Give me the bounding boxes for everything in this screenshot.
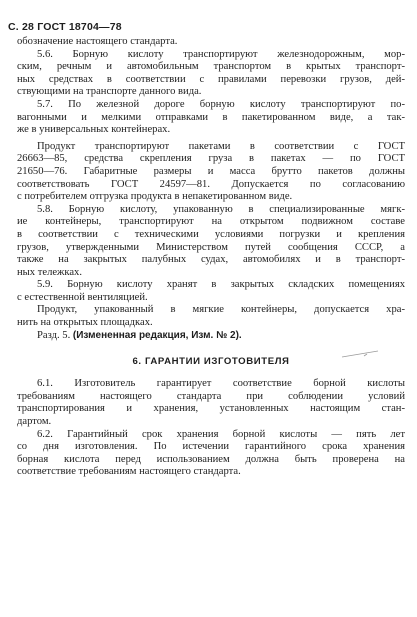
revision-note-text: (Измененная редакция, Изм. № 2).: [72, 329, 242, 341]
revision-note-prefix: Разд. 5.: [37, 329, 71, 341]
paragraph-line: вагонными и мелкими отправками в пакетированном виде, а так-: [17, 111, 405, 123]
paragraph-line: Продукт, упакованный в мягкие контейнеры, допускается хра-: [37, 304, 405, 316]
paragraph-line: соответствовать ГОСТ 24597—81. Допускается по согласованию: [17, 178, 405, 190]
paragraph-line: в соответствии с техническими условиями погрузки и крепления: [17, 228, 405, 240]
section-title: 6. ГАРАНТИИ ИЗГОТОВИТЕЛЯ: [132, 356, 290, 368]
paragraph-line: 5.8. Борную кислоту, упакованную в специализированные мягк-: [37, 203, 405, 215]
paragraph-line: обозначение настоящего стандарта.: [17, 36, 178, 47]
paragraph-line: требованиям настоящего стандарта при соблюдении условий: [17, 390, 405, 402]
paragraph-line: 21650—76. Габаритные размеры и масса брутто пакетов должны: [17, 165, 405, 177]
page-header: С. 28 ГОСТ 18704—78: [8, 21, 122, 33]
paragraph-line: ским, речным и автомобильным транспортом в крытых транспорт-: [17, 61, 405, 73]
paragraph-line: дартом.: [17, 416, 52, 428]
paragraph-line: 5.6. Борную кислоту транспортируют железнодорожным, мор-: [37, 48, 405, 60]
paragraph-line: Продукт транспортируют пакетами в соответствии с ГОСТ: [37, 140, 405, 152]
handwritten-mark: [340, 350, 380, 360]
paragraph-line: 5.7. По железной дороге борную кислоту транспортируют по-: [37, 98, 405, 110]
paragraph-line: ие контейнеры, транспортируют на открытом подвижном составе: [17, 216, 405, 228]
revision-note: [17, 330, 405, 343]
paragraph-line: 6.1. Изготовитель гарантирует соответствие борной кислоты: [37, 378, 405, 390]
paragraph-line: же в универсальных контейнерах.: [17, 124, 171, 136]
paragraph-line: с потребителем отгрузка продукта в непакетированном виде.: [17, 191, 293, 203]
paragraph-line: борная кислота перед использованием должна быть проверена на: [17, 453, 405, 465]
paragraph-line: 5.9. Борную кислоту хранят в закрытых складских помещениях: [37, 279, 405, 291]
paragraph-line: ных средствах в соответствии с правилами перевозки грузов, дей-: [17, 73, 405, 85]
paragraph-line: нить на открытых площадках.: [17, 317, 153, 329]
paragraph-line: грузов, утвержденными Министерством путей сообщения СССР, а: [17, 241, 405, 253]
paragraph-line: ных тележках.: [17, 266, 83, 278]
paragraph-line: также на закрытых палубных судах, автомобилях и в транспорт-: [17, 254, 405, 266]
paragraph-line: 26663—85, средства скрепления груза в пакетах — по ГОСТ: [17, 153, 405, 165]
paragraph-line: транспортирования и хранения, установленных настоящим стан-: [17, 403, 405, 415]
paragraph-line: с естественной вентиляцией.: [17, 291, 148, 303]
paragraph-line: соответствие требованиям настоящего стандарта.: [17, 466, 241, 478]
paragraph-line: ствующими на транспорте данного вида.: [17, 86, 202, 98]
document-body: [17, 36, 405, 479]
paragraph-line: 6.2. Гарантийный срок хранения борной кислоты — пять лет: [37, 428, 405, 440]
paragraph-line: со дня изготовления. По истечении гарантийного срока хранения: [17, 441, 405, 453]
